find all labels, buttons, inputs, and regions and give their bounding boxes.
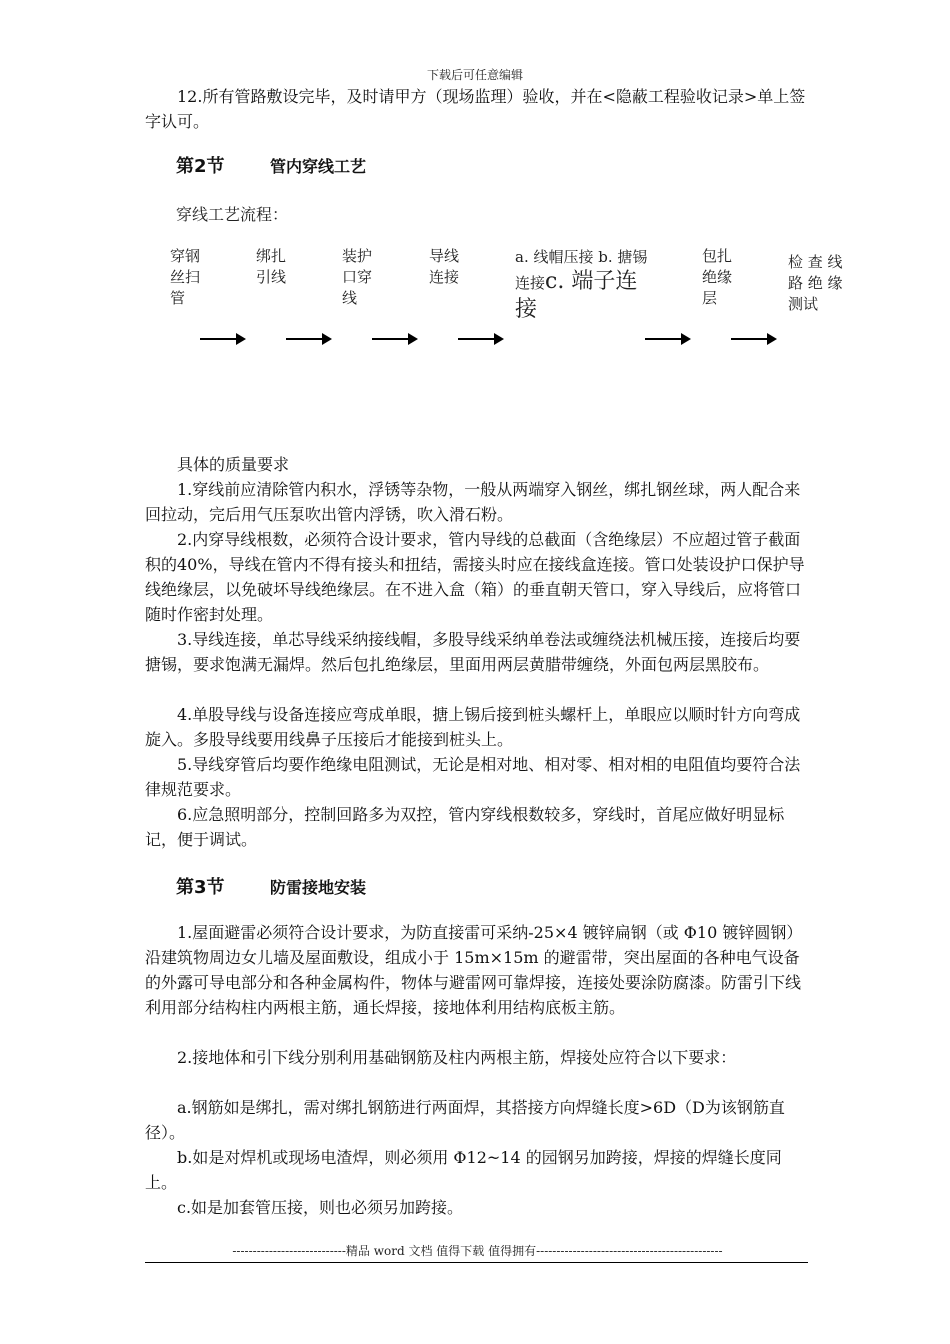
- intro-item-12: 12.所有管路敷设完毕，及时请甲方（现场监理）验收，并在<隐蔽工程验收记录>单上签字认可。: [145, 87, 806, 131]
- lightning-item-a: a.钢筋如是绑扎，需对绑扎钢筋进行两面焊，其搭接方向焊缝长度>6D（D为该钢筋直径）。: [145, 1098, 785, 1142]
- section-3-title: 防雷接地安装: [270, 878, 367, 897]
- flow-arrow: [372, 332, 418, 346]
- flow-arrow: [200, 332, 246, 346]
- flow-step-1: 穿钢丝扫管: [170, 247, 201, 307]
- quality-item-5: 5.导线穿管后均要作绝缘电阻测试，无论是相对地、相对零、相对相的电阻值均要符合法律规范要求。: [145, 755, 801, 799]
- quality-heading: 具体的质量要求: [177, 455, 290, 474]
- flow-step-2: 绑扎引线: [256, 247, 287, 286]
- flow-label: 穿线工艺流程：: [176, 205, 289, 224]
- lightning-item-c: c.如是加套管压接，则也必须另加跨接。: [177, 1198, 464, 1217]
- quality-item-2: 2.内穿导线根数，必须符合设计要求，管内导线的总截面（含绝缘层）不应超过管子截面积的40%，导线在管内不得有接头和扭结，需接头时应在接线盒连接。管口处装设护口保护导线绝缘层，以免破坏导线绝缘层。在不进入盒（箱）的垂直朝天管口，穿入导线后，应将管口随时作密封处理。: [145, 530, 805, 624]
- flow-step-4: 导线连接: [429, 247, 460, 286]
- quality-item-4: 4.单股导线与设备连接应弯成单眼，搪上锡后接到桩头螺杆上，单眼应以顺时针方向弯成旋入。多股导线要用线鼻子压接后才能接到桩头上。: [145, 705, 801, 749]
- flow-step-3: 装护口穿线: [342, 247, 373, 307]
- flow-arrow: [458, 332, 504, 346]
- flow-step-5-part1: a. 线帽压接 b. 搪锡连接: [515, 248, 648, 292]
- quality-item-6: 6.应急照明部分，控制回路多为双控，管内穿线根数较多，穿线时，首尾应做好明显标记，便于调试。: [145, 805, 785, 849]
- flow-step-6: 包扎绝缘层: [702, 247, 733, 307]
- lightning-item-b: b.如是对焊机或现场电渣焊，则必须用 Φ12~14 的园钢另加跨接，焊接的焊缝长度同上。: [145, 1148, 782, 1192]
- footer-divider: [145, 1262, 808, 1263]
- flow-step-5-part2: c. 端子连接: [515, 269, 638, 322]
- header-note: 下载后可任意编辑: [426, 68, 523, 82]
- flow-arrow: [731, 332, 777, 346]
- lightning-item-1: 1.屋面避雷必须符合设计要求，为防直接雷可采纳-25×4 镀锌扁钢（或 Φ10 镀锌圆钢）沿建筑物周边女儿墙及屋面敷设，组成小于 15m×15m 的避雷带，突出屋面的各种电气设备的外露可导电部分和各种金属构件，物体与避雷网可靠焊接，连接处要涂防腐漆。防雷引下线利用部分结构柱内两根主筋，通长焊接，接地体利用结构底板主筋。: [145, 923, 803, 1017]
- section-2-number: 第2节: [176, 156, 225, 177]
- quality-item-3: 3.导线连接，单芯导线采纳接线帽，多股导线采纳单卷法或缠绕法机械压接，连接后均要搪锡，要求饱满无漏焊。然后包扎绝缘层，里面用两层黄腊带缠绕，外面包两层黑胶布。: [145, 630, 801, 674]
- section-3-heading: [176, 873, 366, 899]
- section-2-title: 管内穿线工艺: [270, 157, 367, 176]
- flow-step-5: [515, 246, 653, 324]
- flow-arrow: [286, 332, 332, 346]
- flow-arrow: [645, 332, 691, 346]
- section-2-heading: [176, 152, 366, 178]
- flow-step-7: 检 查 线 路 绝 缘 测试: [788, 253, 843, 313]
- quality-item-1: 1.穿线前应清除管内积水，浮锈等杂物，一般从两端穿入钢丝，绑扎钢丝球，两人配合来回拉动，完后用气压泵吹出管内浮锈，吹入滑石粉。: [145, 480, 801, 524]
- lightning-item-2: 2.接地体和引下线分别利用基础钢筋及柱内两根主筋，焊接处应符合以下要求：: [177, 1048, 737, 1067]
- section-3-number: 第3节: [176, 877, 225, 898]
- footer-watermark: ----------------------------精品 word 文档 值得下载 值得拥有----------------------------------------------: [232, 1244, 723, 1258]
